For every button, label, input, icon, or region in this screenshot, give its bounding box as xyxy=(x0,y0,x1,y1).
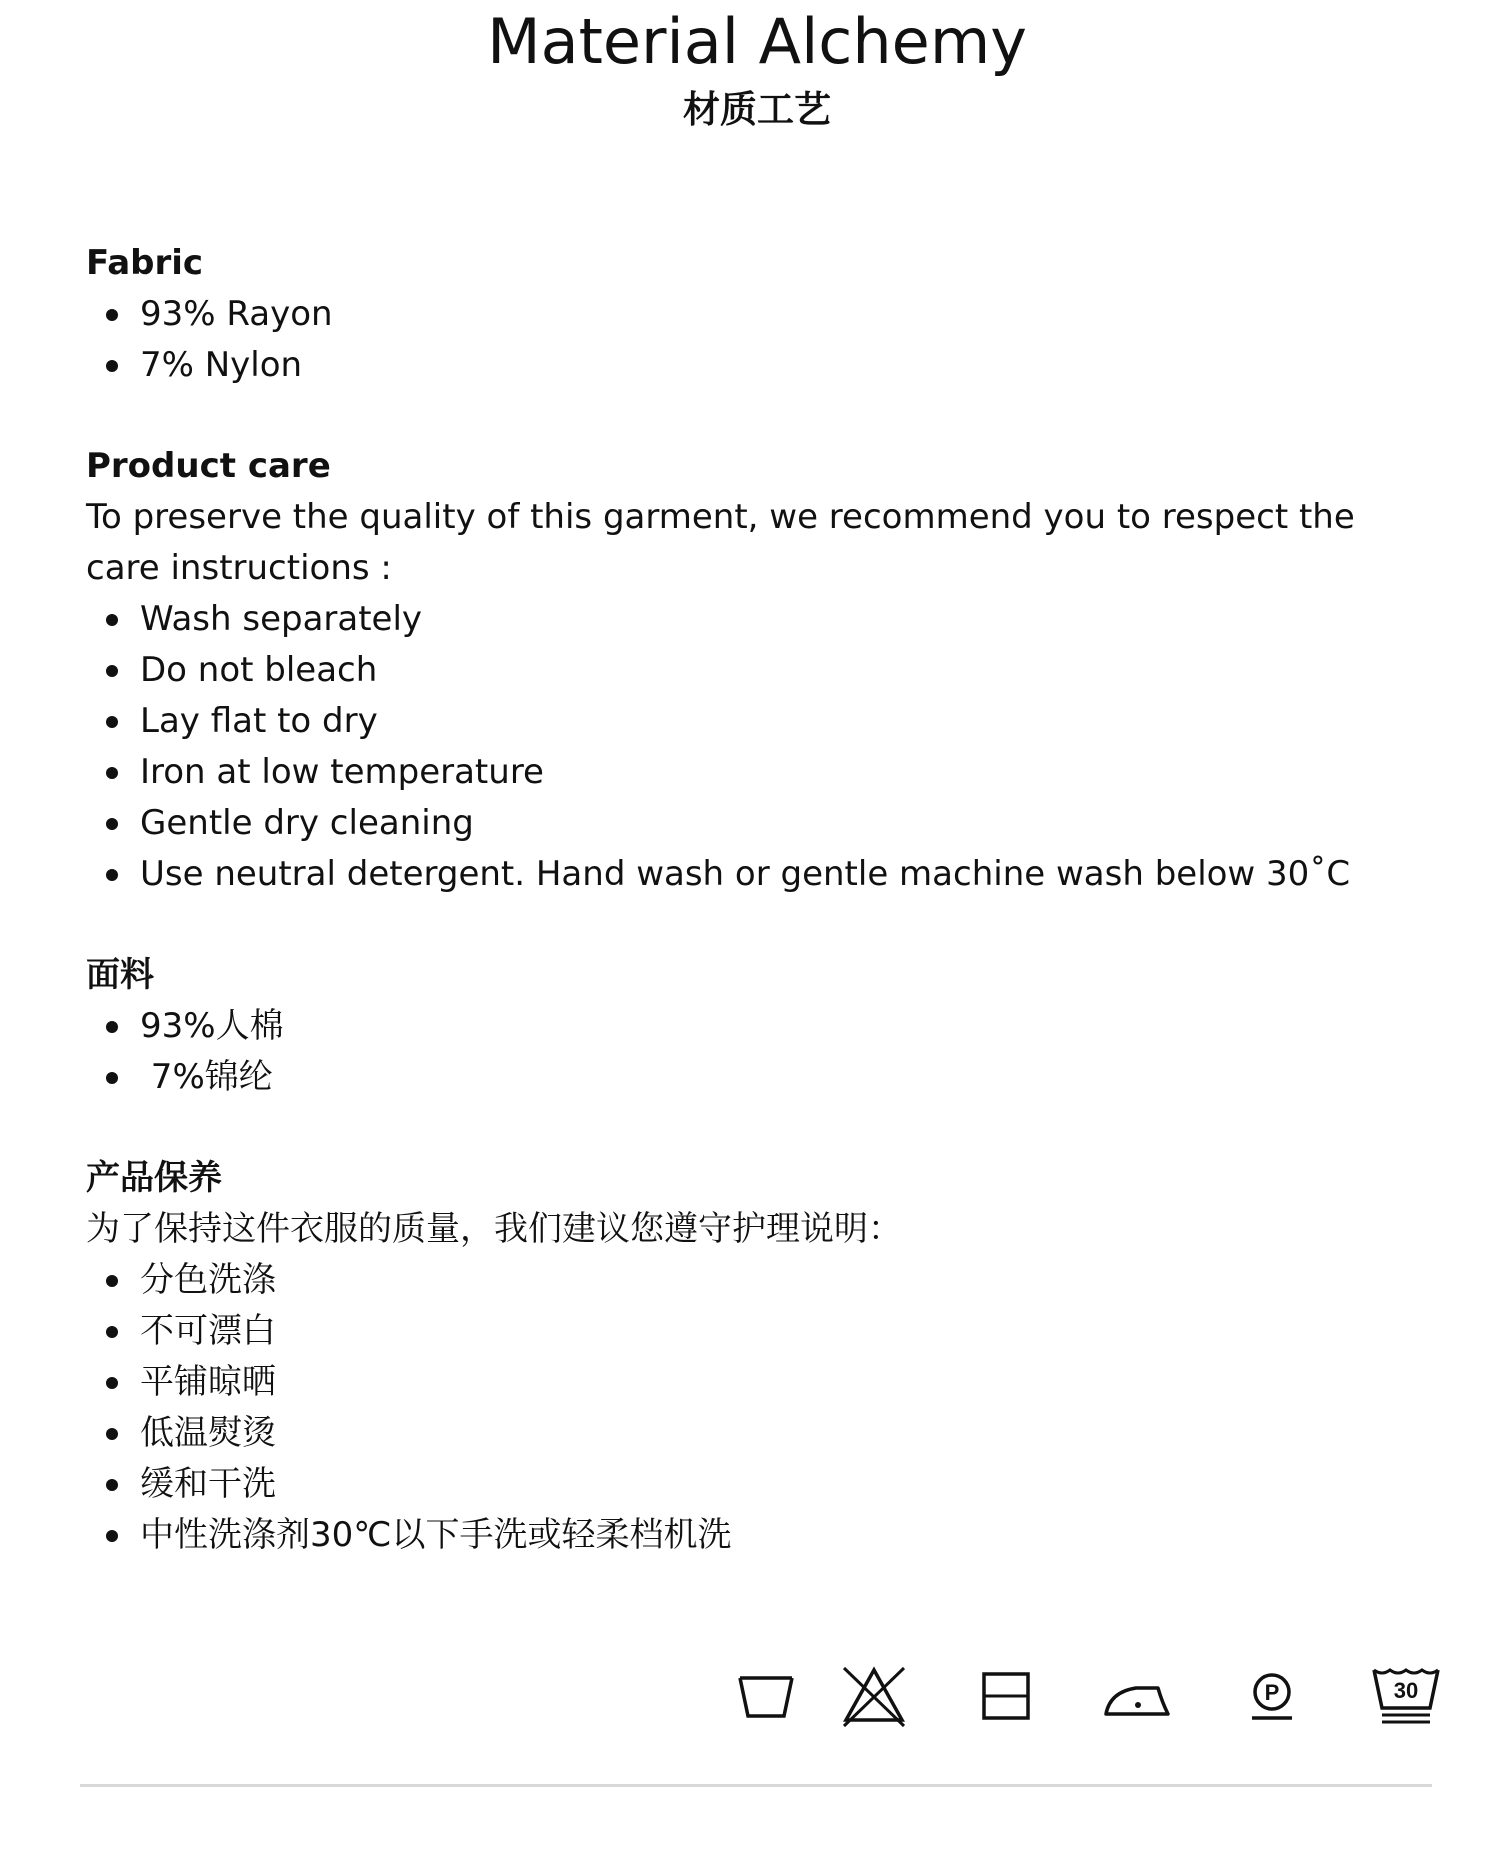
list-item xyxy=(86,798,1426,849)
care-heading-zh: 产品保养 xyxy=(86,1158,222,1198)
bullet-icon xyxy=(106,1021,118,1033)
bullet-icon xyxy=(106,716,118,728)
list-item xyxy=(86,594,1426,645)
list-item-text: Use neutral detergent. Hand wash or gentle machine wash below 30˚C xyxy=(140,854,1351,894)
list-item-text: 不可漂白 xyxy=(140,1311,276,1351)
bullet-icon xyxy=(106,1530,118,1542)
list-item-text: Gentle dry cleaning xyxy=(140,803,474,843)
page-subtitle: 材质工艺 xyxy=(683,88,831,131)
list-item xyxy=(86,645,1426,696)
care-section-en xyxy=(86,441,1426,900)
bullet-icon xyxy=(106,1479,118,1491)
list-item xyxy=(86,1459,1426,1510)
bullet-icon xyxy=(106,614,118,626)
list-item xyxy=(86,1001,1426,1052)
bullet-icon xyxy=(106,360,118,372)
care-intro-zh: 为了保持这件衣服的质量，我们建议您遵守护理说明： xyxy=(86,1209,902,1249)
fabric-list xyxy=(86,289,1426,391)
list-item-text: Iron at low temperature xyxy=(140,752,544,792)
bullet-icon xyxy=(106,1326,118,1338)
do-not-bleach-icon xyxy=(838,1664,910,1728)
care-intro: To preserve the quality of this garment, we recommend you to respect the care instructions : xyxy=(86,497,1355,588)
list-item-text: 中性洗涤剂30℃以下手洗或轻柔档机洗 xyxy=(140,1515,732,1555)
care-section-zh xyxy=(86,1153,1426,1561)
care-symbols xyxy=(730,1664,1450,1728)
list-item xyxy=(86,1510,1426,1561)
list-item-text: 93% Rayon xyxy=(140,294,333,334)
list-item-text: Wash separately xyxy=(140,599,423,639)
list-item xyxy=(86,289,1426,340)
list-item xyxy=(86,849,1426,900)
care-heading: Product care xyxy=(86,446,331,486)
bullet-icon xyxy=(106,665,118,677)
bullet-icon xyxy=(106,1377,118,1389)
list-item xyxy=(86,1255,1426,1306)
list-item xyxy=(86,1357,1426,1408)
list-item-text: 93%人棉 xyxy=(140,1006,284,1046)
list-item xyxy=(86,1408,1426,1459)
list-item-text: 平铺晾晒 xyxy=(140,1362,276,1402)
fabric-heading: Fabric xyxy=(86,243,204,283)
wash-temperature-label: 30 xyxy=(1393,1678,1419,1703)
fabric-section-zh xyxy=(86,950,1426,1103)
fabric-list-zh xyxy=(86,1001,1426,1103)
bullet-icon xyxy=(106,767,118,779)
list-item-text: 缓和干洗 xyxy=(140,1464,276,1504)
bullet-icon xyxy=(106,1275,118,1287)
list-item xyxy=(86,696,1426,747)
dry-flat-icon xyxy=(970,1664,1042,1728)
list-item-text: Lay flat to dry xyxy=(140,701,378,741)
product-details xyxy=(86,238,1426,1611)
list-item-text: 分色洗涤 xyxy=(140,1260,276,1300)
bullet-icon xyxy=(106,869,118,881)
dry-clean-p-icon xyxy=(1236,1664,1308,1728)
list-item xyxy=(86,747,1426,798)
bullet-icon xyxy=(106,1072,118,1084)
list-item xyxy=(86,1306,1426,1357)
page-title: Material Alchemy xyxy=(487,5,1027,78)
footer-divider xyxy=(80,1784,1432,1787)
wash-separately-icon xyxy=(730,1664,802,1728)
list-item-text: 低温熨烫 xyxy=(140,1413,276,1453)
fabric-heading-zh: 面料 xyxy=(86,955,154,995)
list-item-text: 7% Nylon xyxy=(140,345,303,385)
list-item xyxy=(86,1052,1426,1103)
bullet-icon xyxy=(106,818,118,830)
dry-clean-letter: P xyxy=(1264,1680,1280,1705)
bullet-icon xyxy=(106,1428,118,1440)
list-item-text: Do not bleach xyxy=(140,650,378,690)
list-item xyxy=(86,340,1426,391)
care-list-zh xyxy=(86,1255,1426,1561)
iron-low-icon xyxy=(1102,1664,1174,1728)
fabric-section-en xyxy=(86,238,1426,391)
list-item-text: 7%锦纶 xyxy=(140,1057,273,1097)
care-list xyxy=(86,594,1426,900)
gentle-wash-30-icon xyxy=(1370,1664,1442,1728)
bullet-icon xyxy=(106,309,118,321)
